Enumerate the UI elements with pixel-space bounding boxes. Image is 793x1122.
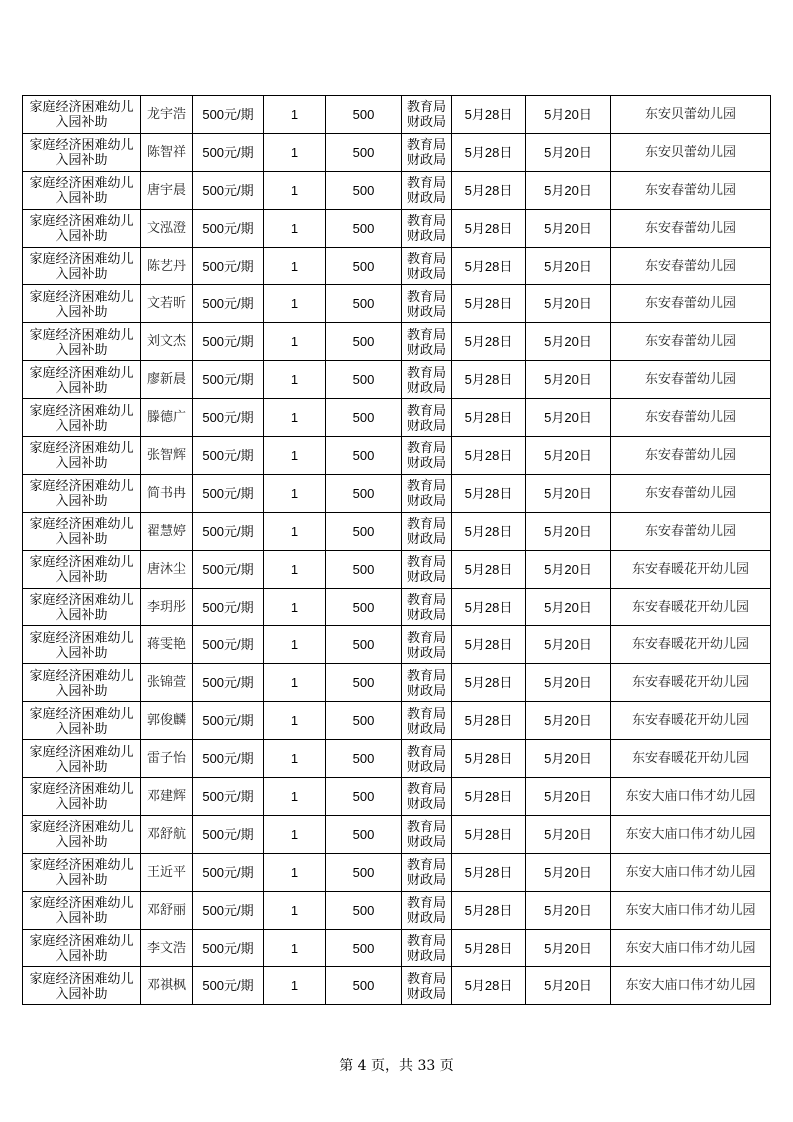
cell-amount: 500	[326, 967, 402, 1005]
cell-standard: 500元/期	[193, 323, 264, 361]
cell-kindergarten: 东安春蕾幼儿园	[611, 361, 771, 399]
cell-standard: 500元/期	[193, 815, 264, 853]
cell-child-name: 郭俊麟	[141, 702, 193, 740]
cell-count: 1	[264, 967, 326, 1005]
cell-subsidy-item: 家庭经济困难幼儿入园补助	[23, 171, 141, 209]
cell-date-1: 5月28日	[452, 967, 526, 1005]
cell-date-1: 5月28日	[452, 815, 526, 853]
cell-standard: 500元/期	[193, 550, 264, 588]
cell-date-1: 5月28日	[452, 588, 526, 626]
cell-standard: 500元/期	[193, 778, 264, 816]
cell-department: 教育局财政局	[402, 437, 452, 475]
cell-count: 1	[264, 740, 326, 778]
cell-kindergarten: 东安春暖花开幼儿园	[611, 550, 771, 588]
table-row	[23, 323, 771, 361]
cell-date-1: 5月28日	[452, 96, 526, 134]
cell-child-name: 邓祺枫	[141, 967, 193, 1005]
cell-standard: 500元/期	[193, 891, 264, 929]
cell-kindergarten: 东安春蕾幼儿园	[611, 209, 771, 247]
cell-subsidy-item: 家庭经济困难幼儿入园补助	[23, 437, 141, 475]
cell-date-1: 5月28日	[452, 247, 526, 285]
cell-subsidy-item: 家庭经济困难幼儿入园补助	[23, 247, 141, 285]
cell-count: 1	[264, 209, 326, 247]
cell-standard: 500元/期	[193, 929, 264, 967]
cell-child-name: 简书冉	[141, 474, 193, 512]
cell-count: 1	[264, 323, 326, 361]
cell-amount: 500	[326, 626, 402, 664]
page-footer: 第 4 页，共 33 页	[339, 1058, 454, 1074]
cell-department: 教育局财政局	[402, 474, 452, 512]
cell-amount: 500	[326, 815, 402, 853]
cell-kindergarten: 东安大庙口伟才幼儿园	[611, 891, 771, 929]
cell-standard: 500元/期	[193, 285, 264, 323]
cell-amount: 500	[326, 133, 402, 171]
cell-date-1: 5月28日	[452, 323, 526, 361]
cell-child-name: 唐沐尘	[141, 550, 193, 588]
table-row	[23, 361, 771, 399]
cell-date-2: 5月20日	[526, 171, 611, 209]
cell-child-name: 廖新晨	[141, 361, 193, 399]
cell-count: 1	[264, 133, 326, 171]
cell-kindergarten: 东安春暖花开幼儿园	[611, 626, 771, 664]
cell-date-2: 5月20日	[526, 512, 611, 550]
cell-kindergarten: 东安大庙口伟才幼儿园	[611, 853, 771, 891]
cell-child-name: 文泓澄	[141, 209, 193, 247]
table-row	[23, 171, 771, 209]
cell-kindergarten: 东安春蕾幼儿园	[611, 171, 771, 209]
table-row	[23, 133, 771, 171]
cell-standard: 500元/期	[193, 474, 264, 512]
cell-subsidy-item: 家庭经济困难幼儿入园补助	[23, 929, 141, 967]
table-row	[23, 474, 771, 512]
cell-date-2: 5月20日	[526, 399, 611, 437]
cell-child-name: 蒋雯艳	[141, 626, 193, 664]
cell-amount: 500	[326, 588, 402, 626]
cell-standard: 500元/期	[193, 399, 264, 437]
cell-kindergarten: 东安春蕾幼儿园	[611, 437, 771, 475]
cell-child-name: 滕德广	[141, 399, 193, 437]
cell-kindergarten: 东安大庙口伟才幼儿园	[611, 967, 771, 1005]
cell-standard: 500元/期	[193, 247, 264, 285]
cell-subsidy-item: 家庭经济困难幼儿入园补助	[23, 285, 141, 323]
cell-subsidy-item: 家庭经济困难幼儿入园补助	[23, 853, 141, 891]
cell-date-1: 5月28日	[452, 702, 526, 740]
table-row	[23, 815, 771, 853]
cell-amount: 500	[326, 285, 402, 323]
cell-department: 教育局财政局	[402, 891, 452, 929]
cell-kindergarten: 东安贝蕾幼儿园	[611, 96, 771, 134]
cell-kindergarten: 东安春蕾幼儿园	[611, 247, 771, 285]
cell-subsidy-item: 家庭经济困难幼儿入园补助	[23, 209, 141, 247]
cell-department: 教育局财政局	[402, 209, 452, 247]
cell-amount: 500	[326, 550, 402, 588]
cell-subsidy-item: 家庭经济困难幼儿入园补助	[23, 815, 141, 853]
cell-amount: 500	[326, 474, 402, 512]
cell-kindergarten: 东安贝蕾幼儿园	[611, 133, 771, 171]
table-row	[23, 247, 771, 285]
cell-count: 1	[264, 361, 326, 399]
cell-subsidy-item: 家庭经济困难幼儿入园补助	[23, 740, 141, 778]
cell-date-1: 5月28日	[452, 209, 526, 247]
cell-department: 教育局财政局	[402, 853, 452, 891]
cell-count: 1	[264, 285, 326, 323]
table-row	[23, 967, 771, 1005]
cell-date-1: 5月28日	[452, 133, 526, 171]
cell-standard: 500元/期	[193, 588, 264, 626]
cell-child-name: 唐宇晨	[141, 171, 193, 209]
cell-kindergarten: 东安春暖花开幼儿园	[611, 702, 771, 740]
cell-department: 教育局财政局	[402, 171, 452, 209]
cell-standard: 500元/期	[193, 512, 264, 550]
cell-date-1: 5月28日	[452, 929, 526, 967]
cell-department: 教育局财政局	[402, 588, 452, 626]
cell-date-1: 5月28日	[452, 361, 526, 399]
cell-kindergarten: 东安大庙口伟才幼儿园	[611, 929, 771, 967]
cell-department: 教育局财政局	[402, 815, 452, 853]
cell-child-name: 张智辉	[141, 437, 193, 475]
cell-standard: 500元/期	[193, 740, 264, 778]
cell-count: 1	[264, 588, 326, 626]
cell-date-2: 5月20日	[526, 967, 611, 1005]
cell-count: 1	[264, 929, 326, 967]
cell-standard: 500元/期	[193, 209, 264, 247]
cell-child-name: 李文浩	[141, 929, 193, 967]
cell-department: 教育局财政局	[402, 740, 452, 778]
cell-count: 1	[264, 437, 326, 475]
cell-amount: 500	[326, 512, 402, 550]
cell-amount: 500	[326, 929, 402, 967]
cell-date-1: 5月28日	[452, 626, 526, 664]
table-row	[23, 664, 771, 702]
cell-date-1: 5月28日	[452, 664, 526, 702]
cell-date-2: 5月20日	[526, 474, 611, 512]
cell-department: 教育局财政局	[402, 778, 452, 816]
cell-count: 1	[264, 96, 326, 134]
cell-child-name: 邓舒航	[141, 815, 193, 853]
cell-date-2: 5月20日	[526, 96, 611, 134]
cell-count: 1	[264, 247, 326, 285]
table-row	[23, 626, 771, 664]
cell-date-2: 5月20日	[526, 588, 611, 626]
cell-subsidy-item: 家庭经济困难幼儿入园补助	[23, 664, 141, 702]
cell-standard: 500元/期	[193, 967, 264, 1005]
cell-count: 1	[264, 171, 326, 209]
cell-child-name: 陈智祥	[141, 133, 193, 171]
cell-date-2: 5月20日	[526, 247, 611, 285]
cell-date-2: 5月20日	[526, 702, 611, 740]
cell-date-1: 5月28日	[452, 437, 526, 475]
cell-amount: 500	[326, 664, 402, 702]
cell-department: 教育局财政局	[402, 702, 452, 740]
table-row	[23, 588, 771, 626]
cell-subsidy-item: 家庭经济困难幼儿入园补助	[23, 626, 141, 664]
cell-subsidy-item: 家庭经济困难幼儿入园补助	[23, 588, 141, 626]
cell-subsidy-item: 家庭经济困难幼儿入园补助	[23, 702, 141, 740]
cell-date-1: 5月28日	[452, 550, 526, 588]
cell-date-2: 5月20日	[526, 664, 611, 702]
cell-count: 1	[264, 626, 326, 664]
cell-subsidy-item: 家庭经济困难幼儿入园补助	[23, 550, 141, 588]
table-row	[23, 702, 771, 740]
cell-kindergarten: 东安春蕾幼儿园	[611, 512, 771, 550]
cell-date-1: 5月28日	[452, 512, 526, 550]
cell-child-name: 张锦萱	[141, 664, 193, 702]
cell-kindergarten: 东安春蕾幼儿园	[611, 323, 771, 361]
cell-date-2: 5月20日	[526, 626, 611, 664]
table-row	[23, 853, 771, 891]
cell-child-name: 邓舒丽	[141, 891, 193, 929]
cell-subsidy-item: 家庭经济困难幼儿入园补助	[23, 361, 141, 399]
cell-department: 教育局财政局	[402, 664, 452, 702]
cell-subsidy-item: 家庭经济困难幼儿入园补助	[23, 323, 141, 361]
cell-department: 教育局财政局	[402, 929, 452, 967]
cell-date-2: 5月20日	[526, 550, 611, 588]
cell-amount: 500	[326, 778, 402, 816]
cell-date-2: 5月20日	[526, 361, 611, 399]
cell-amount: 500	[326, 96, 402, 134]
table-row	[23, 285, 771, 323]
cell-standard: 500元/期	[193, 133, 264, 171]
cell-subsidy-item: 家庭经济困难幼儿入园补助	[23, 96, 141, 134]
table-row	[23, 512, 771, 550]
cell-child-name: 雷子怡	[141, 740, 193, 778]
cell-subsidy-item: 家庭经济困难幼儿入园补助	[23, 133, 141, 171]
cell-subsidy-item: 家庭经济困难幼儿入园补助	[23, 967, 141, 1005]
cell-date-2: 5月20日	[526, 437, 611, 475]
cell-date-1: 5月28日	[452, 285, 526, 323]
cell-department: 教育局财政局	[402, 247, 452, 285]
cell-amount: 500	[326, 323, 402, 361]
cell-department: 教育局财政局	[402, 361, 452, 399]
cell-count: 1	[264, 702, 326, 740]
cell-kindergarten: 东安春暖花开幼儿园	[611, 664, 771, 702]
cell-date-2: 5月20日	[526, 891, 611, 929]
cell-kindergarten: 东安春暖花开幼儿园	[611, 740, 771, 778]
cell-standard: 500元/期	[193, 664, 264, 702]
cell-date-2: 5月20日	[526, 815, 611, 853]
table-row	[23, 96, 771, 134]
cell-date-1: 5月28日	[452, 740, 526, 778]
cell-child-name: 邓建辉	[141, 778, 193, 816]
cell-subsidy-item: 家庭经济困难幼儿入园补助	[23, 512, 141, 550]
cell-subsidy-item: 家庭经济困难幼儿入园补助	[23, 474, 141, 512]
cell-amount: 500	[326, 702, 402, 740]
cell-date-2: 5月20日	[526, 133, 611, 171]
table-row	[23, 740, 771, 778]
cell-date-1: 5月28日	[452, 474, 526, 512]
cell-date-1: 5月28日	[452, 853, 526, 891]
cell-department: 教育局财政局	[402, 285, 452, 323]
cell-child-name: 翟慧婷	[141, 512, 193, 550]
cell-child-name: 刘文杰	[141, 323, 193, 361]
cell-standard: 500元/期	[193, 437, 264, 475]
cell-child-name: 王近平	[141, 853, 193, 891]
cell-amount: 500	[326, 853, 402, 891]
cell-department: 教育局财政局	[402, 512, 452, 550]
cell-amount: 500	[326, 247, 402, 285]
cell-count: 1	[264, 664, 326, 702]
cell-child-name: 文若昕	[141, 285, 193, 323]
cell-amount: 500	[326, 740, 402, 778]
cell-subsidy-item: 家庭经济困难幼儿入园补助	[23, 778, 141, 816]
cell-date-2: 5月20日	[526, 209, 611, 247]
table-row	[23, 209, 771, 247]
table-body	[23, 96, 771, 1005]
cell-department: 教育局财政局	[402, 626, 452, 664]
cell-date-2: 5月20日	[526, 778, 611, 816]
cell-standard: 500元/期	[193, 361, 264, 399]
table-row	[23, 778, 771, 816]
cell-standard: 500元/期	[193, 171, 264, 209]
cell-department: 教育局财政局	[402, 133, 452, 171]
cell-standard: 500元/期	[193, 626, 264, 664]
cell-department: 教育局财政局	[402, 967, 452, 1005]
cell-date-2: 5月20日	[526, 853, 611, 891]
cell-department: 教育局财政局	[402, 323, 452, 361]
cell-date-2: 5月20日	[526, 323, 611, 361]
cell-department: 教育局财政局	[402, 399, 452, 437]
cell-date-1: 5月28日	[452, 399, 526, 437]
cell-count: 1	[264, 399, 326, 437]
cell-standard: 500元/期	[193, 96, 264, 134]
cell-standard: 500元/期	[193, 853, 264, 891]
cell-count: 1	[264, 474, 326, 512]
cell-amount: 500	[326, 171, 402, 209]
subsidy-table	[22, 95, 771, 1005]
cell-date-2: 5月20日	[526, 740, 611, 778]
cell-department: 教育局财政局	[402, 96, 452, 134]
cell-amount: 500	[326, 437, 402, 475]
table-row	[23, 437, 771, 475]
cell-kindergarten: 东安春暖花开幼儿园	[611, 588, 771, 626]
cell-subsidy-item: 家庭经济困难幼儿入园补助	[23, 891, 141, 929]
cell-count: 1	[264, 512, 326, 550]
cell-standard: 500元/期	[193, 702, 264, 740]
cell-date-2: 5月20日	[526, 285, 611, 323]
cell-child-name: 龙宇浩	[141, 96, 193, 134]
cell-child-name: 陈艺丹	[141, 247, 193, 285]
cell-subsidy-item: 家庭经济困难幼儿入园补助	[23, 399, 141, 437]
table-row	[23, 929, 771, 967]
cell-kindergarten: 东安春蕾幼儿园	[611, 285, 771, 323]
cell-count: 1	[264, 550, 326, 588]
cell-count: 1	[264, 778, 326, 816]
cell-date-1: 5月28日	[452, 891, 526, 929]
cell-count: 1	[264, 853, 326, 891]
cell-amount: 500	[326, 361, 402, 399]
cell-kindergarten: 东安春蕾幼儿园	[611, 399, 771, 437]
cell-department: 教育局财政局	[402, 550, 452, 588]
cell-amount: 500	[326, 399, 402, 437]
table-row	[23, 550, 771, 588]
cell-kindergarten: 东安大庙口伟才幼儿园	[611, 778, 771, 816]
cell-date-2: 5月20日	[526, 929, 611, 967]
cell-amount: 500	[326, 209, 402, 247]
table-row	[23, 399, 771, 437]
cell-date-1: 5月28日	[452, 778, 526, 816]
cell-count: 1	[264, 815, 326, 853]
cell-kindergarten: 东安春蕾幼儿园	[611, 474, 771, 512]
table-row	[23, 891, 771, 929]
cell-kindergarten: 东安大庙口伟才幼儿园	[611, 815, 771, 853]
cell-date-1: 5月28日	[452, 171, 526, 209]
cell-count: 1	[264, 891, 326, 929]
cell-child-name: 李玥彤	[141, 588, 193, 626]
cell-amount: 500	[326, 891, 402, 929]
